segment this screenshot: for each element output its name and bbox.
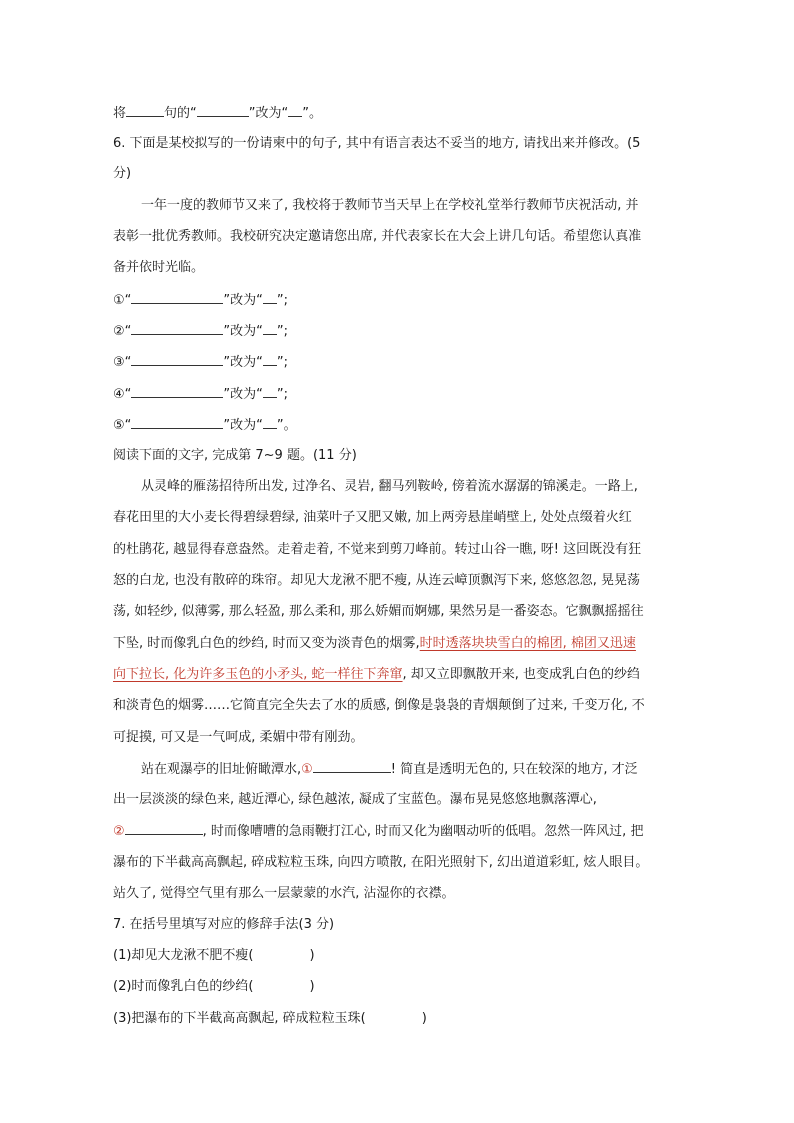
passage-line: 站久了, 觉得空气里有那么一层蒙蒙的水汽, 沾湿你的衣襟。 xyxy=(113,886,455,901)
invitation-text: 表彰一批优秀教师。我校研究决定邀请您出席, 并代表家长在大会上讲几句话。希望您认真准 xyxy=(113,229,642,244)
question-6-title-cont: 分) xyxy=(113,166,132,181)
top-end: ”。 xyxy=(302,106,322,121)
blank-marker-2: ② xyxy=(113,824,125,839)
blank[interactable] xyxy=(125,821,203,835)
answer-line-4: ④“ ”改为“ ”; xyxy=(113,384,288,405)
blank[interactable] xyxy=(197,103,249,117)
passage-line: 可捉摸, 可又是一气呵成, 柔媚中带有刚劲。 xyxy=(113,730,364,745)
passage-line: 的杜鹃花, 越显得春意盎然。走着走着, 不觉来到剪刀峰前。转过山谷一瞧, 呀! 这回既没有狂 xyxy=(113,542,642,557)
blank[interactable] xyxy=(263,290,277,304)
answer-line-1: ①“ ”改为“ ”; xyxy=(113,290,288,311)
highlighted-sentence: 时时透落块块雪白的棉团, 棉团又迅速 xyxy=(419,636,636,651)
top-prefix: 将 xyxy=(113,106,127,121)
answer-line-3: ③“ ”改为“ ”; xyxy=(113,352,288,373)
q7-item-3: (3)把瀑布的下半截高高飘起, 碎成粒粒玉珠( ) xyxy=(113,1011,427,1026)
blank[interactable] xyxy=(263,384,277,398)
passage-line: 怒的白龙, 也没有散碎的珠帘。却见大龙湫不肥不瘦, 从连云嶂顶飘泻下来, 悠悠忽忽, 晃晃荡 xyxy=(113,573,641,588)
blank[interactable] xyxy=(288,103,302,117)
invitation-text: 备并依时光临。 xyxy=(113,260,205,275)
blank[interactable] xyxy=(313,759,391,773)
blank[interactable] xyxy=(131,290,223,304)
q7-item-1: (1)却见大龙湫不肥不瘦( ) xyxy=(113,948,315,963)
blank[interactable] xyxy=(131,352,223,366)
top-mid: 句的“ xyxy=(164,106,197,121)
passage-line: 下坠, 时而像乳白色的纱绉, 时而又变为淡青色的烟雾,时时透落块块雪白的棉团, 棉团又迅速 xyxy=(113,636,636,651)
passage-line: 出一层淡淡的绿色来, 越近潭心, 绿色越浓, 凝成了宝蓝色。瀑布晃晃悠悠地飘落潭心, xyxy=(113,792,597,807)
question-6-title: 6. 下面是某校拟写的一份请柬中的句子, 其中有语言表达不妥当的地方, 请找出来并修改。(5 xyxy=(113,136,641,151)
question-7-title: 7. 在括号里填写对应的修辞手法(3 分) xyxy=(113,917,335,932)
q7-item-2: (2)时而像乳白色的纱绉( ) xyxy=(113,979,315,994)
blank-marker-1: ① xyxy=(301,762,313,777)
top-suffix: ”改为“ xyxy=(248,106,289,121)
invitation-text: 一年一度的教师节又来了, 我校将于教师节当天早上在学校礼堂举行教师节庆祝活动, 并 xyxy=(141,198,639,213)
answer-line-5: ⑤“ ”改为“ ”。 xyxy=(113,415,297,436)
blank[interactable] xyxy=(263,352,277,366)
blank[interactable] xyxy=(131,415,223,429)
passage-line: 荡, 如轻纱, 似薄雾, 那么轻盈, 那么柔和, 那么娇媚而婀娜, 果然另是一番姿态。它飘飘摇摇往 xyxy=(113,604,644,619)
passage-line: 站在观瀑亭的旧址俯瞰潭水,① ! 简直是透明无色的, 只在较深的地方, 才泛 xyxy=(141,759,638,780)
passage-line: ② , 时而像嘈嘈的急雨鞭打江心, 时而又化为幽咽动听的低唱。忽然一阵风过, 把 xyxy=(113,821,643,842)
passage-line: 和淡青色的烟雾……它简直完全失去了水的质感, 倒像是袅袅的青烟颠倒了过来, 千变万化, 不 xyxy=(113,698,645,713)
blank[interactable] xyxy=(263,321,277,335)
passage-line: 瀑布的下半截高高飘起, 碎成粒粒玉珠, 向四方喷散, 在阳光照射下, 幻出道道彩虹, 炫人眼目。 xyxy=(113,855,649,870)
top-fill-line xyxy=(113,103,322,124)
blank[interactable] xyxy=(131,321,223,335)
passage-line: 春花田里的大小麦长得碧绿碧绿, 油菜叶子又肥又嫩, 加上两旁悬崖峭壁上, 处处点缀着火红 xyxy=(113,510,632,525)
passage-line: 从灵峰的雁荡招待所出发, 过净名、灵岩, 翻马列鞍岭, 傍着流水潺潺的锦溪走。一路上, xyxy=(141,479,638,494)
reading-intro: 阅读下面的文字, 完成第 7~9 题。(11 分) xyxy=(113,448,357,463)
passage-line: 向下拉长, 化为许多玉色的小矛头, 蛇一样往下奔窜, 却又立即飘散开来, 也变成乳白色的纱绉 xyxy=(113,667,641,682)
answer-line-2: ②“ ”改为“ ”; xyxy=(113,321,288,342)
highlighted-sentence: 向下拉长, 化为许多玉色的小矛头, 蛇一样往下奔窜 xyxy=(113,667,403,682)
blank[interactable] xyxy=(263,415,277,429)
blank[interactable] xyxy=(126,103,164,117)
blank[interactable] xyxy=(131,384,223,398)
